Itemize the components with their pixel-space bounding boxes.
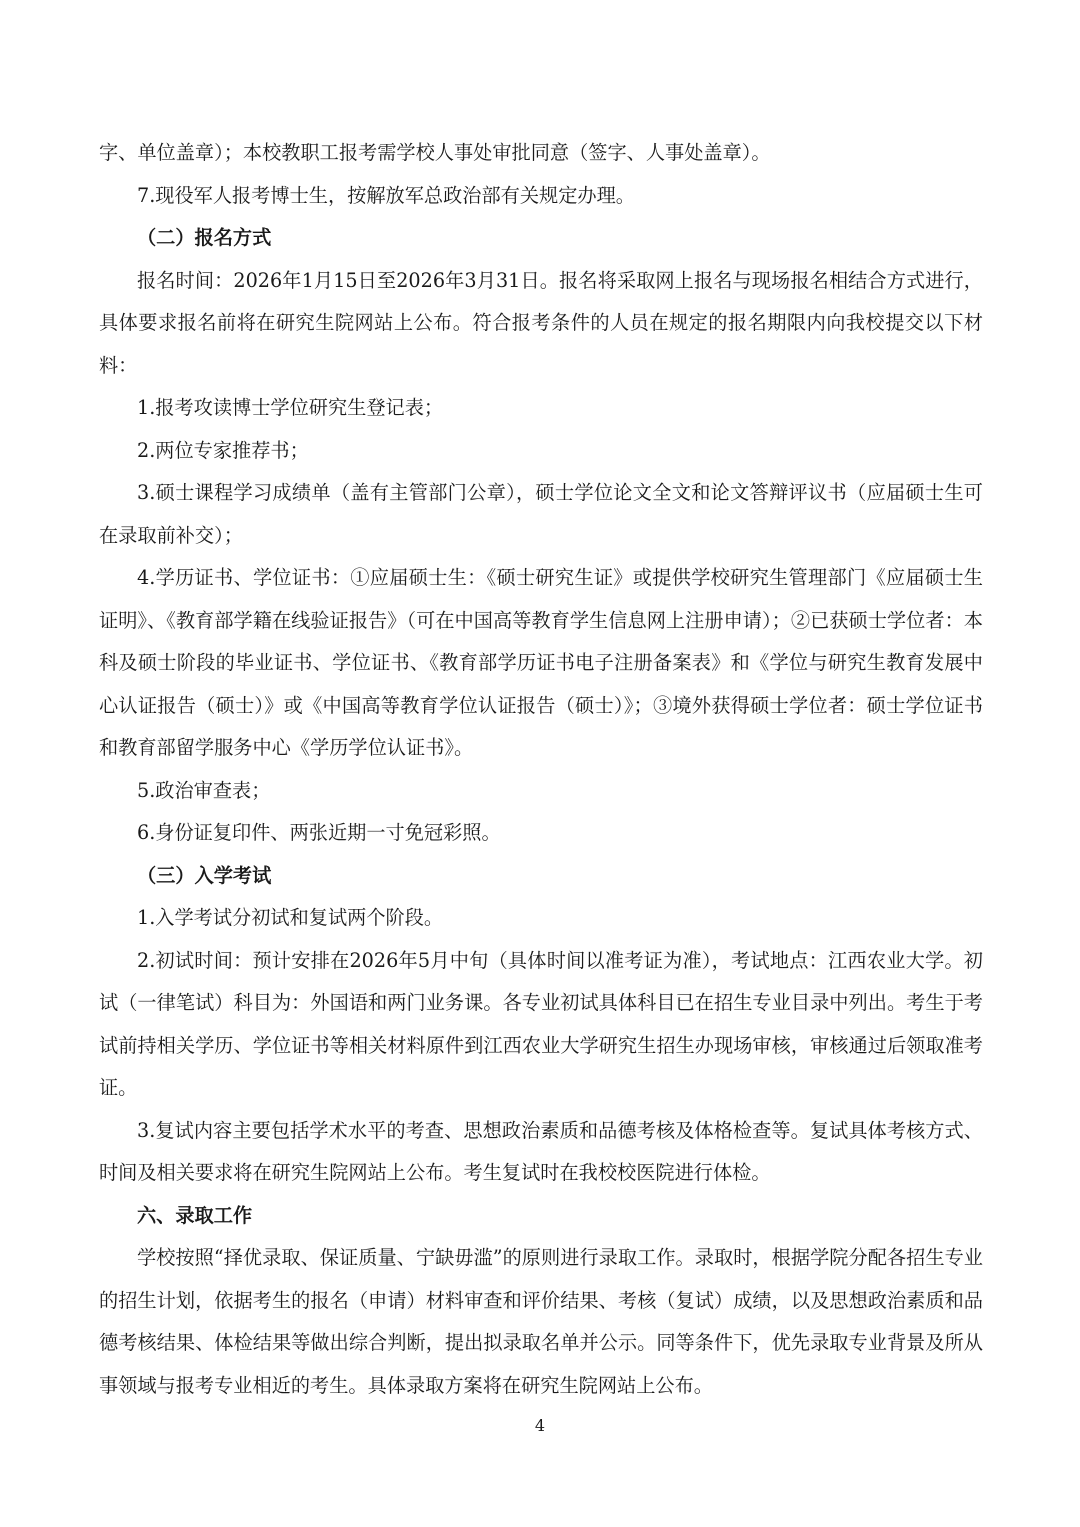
list-item-material-5: 5.政治审查表； [137,778,271,802]
list-item-material-3: 3.硕士课程学习成绩单（盖有主管部门公章），硕士学位论文全文和论文答辩评议书（应届硕士生可在录取前补交）； [99,481,983,547]
page-number: 4 [534,1416,546,1435]
list-item-material-1: 1.报考攻读博士学位研究生登记表； [137,396,444,419]
list-item-material-6: 6.身份证复印件、两张近期一寸免冠彩照。 [137,821,501,844]
list-item-exam-3: 3.复试内容主要包括学术水平的考查、思想政治素质和品德考核及体格检查等。复试具体考核方式、时间及相关要求将在研究生院网站上公布。考生复试时在我校校医院进行体检。 [99,1118,983,1184]
list-item-material-2: 2.两位专家推荐书； [137,438,309,462]
section-heading-entrance-exam: （三）入学考试 [137,863,272,887]
document-body [99,132,983,1407]
paragraph-continuation: 字、单位盖章）；本校教职工报考需学校人事处审批同意（签字、人事处盖章）。 [99,141,771,164]
list-item-exam-1: 1.入学考试分初试和复试两个阶段。 [137,906,444,929]
paragraph-admission: 学校按照“择优录取、保证质量、宁缺毋滥”的原则进行录取工作。录取时，根据学院分配各招生专业的招生计划，依据考生的报名（申请）材料审查和评价结果、考核（复试）成绩，以及思想政治素质和品德考核结果、体检结果等做出综合判断，提出拟录取名单并公示。同等条件下，优先录取专业背景及所从事领域与报考专业相近的考生。具体录取方案将在研究生院网站上公布。 [99,1246,983,1397]
paragraph-item-7: 7.现役军人报考博士生，按解放军总政治部有关规定办理。 [137,183,635,207]
list-item-material-4: 4.学历证书、学位证书：①应届硕士生：《硕士研究生证》或提供学校研究生管理部门《应届硕士生证明》、《教育部学籍在线验证报告》（可在中国高等教育学生信息网上注册申请）；②已获硕士学位者：本科及硕士阶段的毕业证书、学位证书、《教育部学历证书电子注册备案表》和《学位与研究生教育发展中心认证报告（硕士）》或《中国高等教育学位认证报告（硕士）》；③境外获得硕士学位者：硕士学位证书和教育部留学服务中心《学历学位认证书》。 [99,566,983,759]
list-item-exam-2: 2.初试时间：预计安排在2026年5月中旬（具体时间以准考证为准），考试地点：江西农业大学。初试（一律笔试）科目为：外国语和两门业务课。各专业初试具体科目已在招生专业目录中列出。考生于考试前持相关学历、学位证书等相关材料原件到江西农业大学研究生招生办现场审核，审核通过后领取准考证。 [99,948,983,1099]
section-heading-registration: （二）报名方式 [137,226,272,249]
paragraph-registration-time: 报名时间：2026年1月15日至2026年3月31日。报名将采取网上报名与现场报名相结合方式进行，具体要求报名前将在研究生院网站上公布。符合报考条件的人员在规定的报名期限内向我校提交以下材料： [99,268,983,377]
section-heading-admission: 六、录取工作 [137,1203,253,1227]
